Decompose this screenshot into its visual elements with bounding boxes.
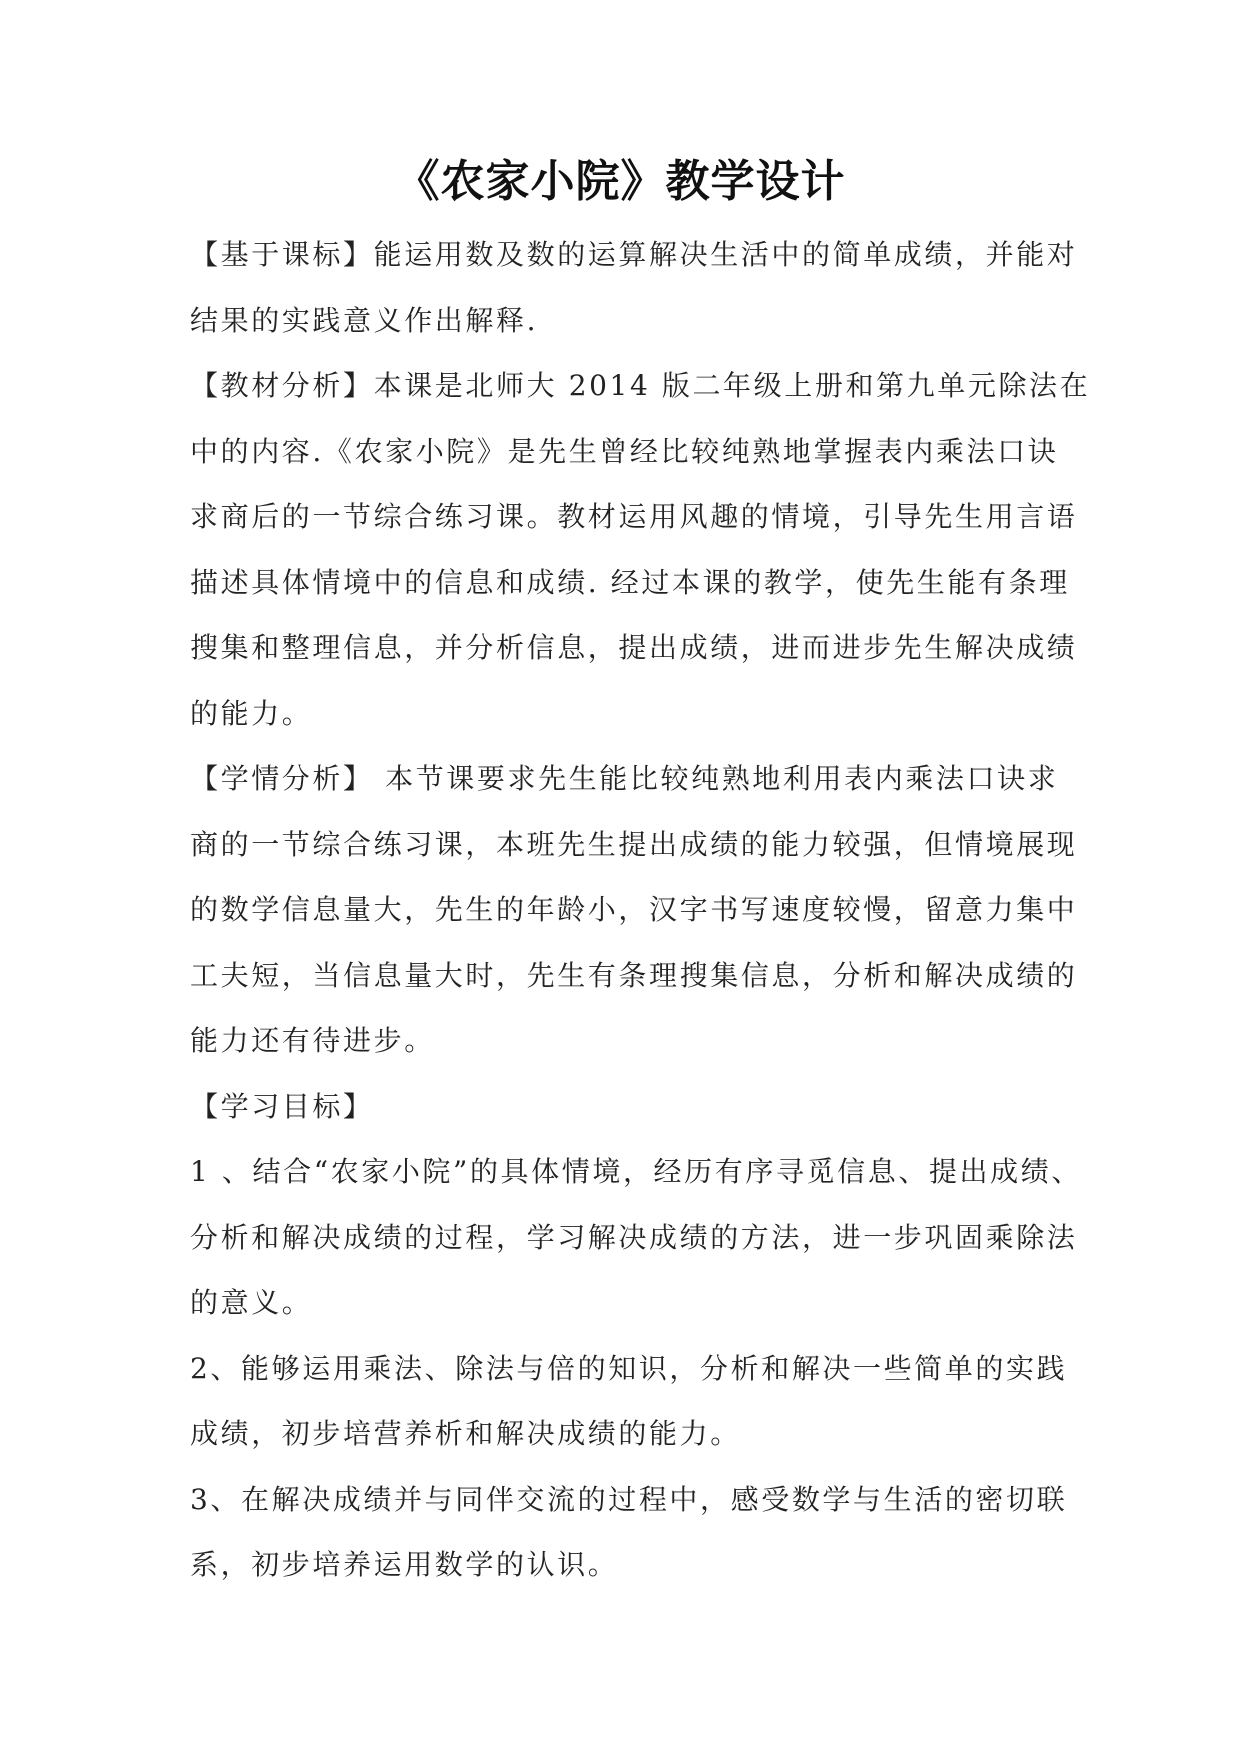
text-line: 能力还有待进步。 (190, 1024, 435, 1057)
text-line: 的数学信息量大，先生的年龄小，汉字书写速度较慢，留意力集中 (190, 893, 1078, 926)
text-line: 搜集和整理信息，并分析信息，提出成绩，进而进步先生解决成绩 (190, 631, 1078, 664)
text-line: 【基于课标】能运用数及数的运算解决生活中的简单成绩，并能对 (190, 238, 1078, 271)
text-line: 分析和解决成绩的过程，学习解决成绩的方法，进一步巩固乘除法 (190, 1220, 1078, 1254)
document-title: 《农家小院》教学设计 (395, 156, 846, 207)
text-line: 商的一节综合练习课，本班先生提出成绩的能力较强，但情境展现 (190, 827, 1078, 861)
text-line: 3、在解决成绩并与同伴交流的过程中，感受数学与生活的密切联 (190, 1482, 1068, 1516)
objective-item-2 (190, 1336, 1070, 1467)
document-body (190, 222, 1091, 1598)
text-line: 的意义。 (190, 1286, 313, 1319)
text-line: 【学情分析】 本节课要求先生能比较纯熟地利用表内乘法口诀求 (190, 762, 1059, 795)
text-line: 成绩，初步培营养析和解决成绩的能力。 (190, 1417, 741, 1450)
paragraph-textbook-analysis (190, 353, 1091, 746)
text-line: 工夫短，当信息量大时，先生有条理搜集信息，分析和解决成绩的 (190, 958, 1078, 992)
text-line: 描述具体情境中的信息和成绩. 经过本课的教学，使先生能有条理 (190, 565, 1070, 599)
text-line: 的能力。 (190, 696, 313, 730)
text-line: 1 、结合“农家小院”的具体情境，经历有序寻觅信息、提出成绩、 (190, 1155, 1082, 1188)
text-line: 中的内容.《农家小院》是先生曾经比较纯熟地掌握表内乘法口诀 (190, 434, 1059, 468)
text-line: 【学习目标】 (190, 1089, 374, 1123)
text-line: 2、能够运用乘法、除法与倍的知识，分析和解决一些简单的实践 (190, 1351, 1068, 1385)
paragraph-curriculum-basis (190, 222, 1078, 353)
text-line: 结果的实践意义作出解释. (190, 303, 539, 337)
objective-item-1 (190, 1139, 1082, 1336)
text-line: 系，初步培养运用数学的认识。 (190, 1548, 619, 1581)
paragraph-student-analysis (190, 746, 1078, 1074)
heading-learning-objectives (190, 1074, 1070, 1140)
text-line: 【教材分析】本课是北师大 2014 版二年级上册和第九单元除法在 (190, 369, 1091, 402)
objective-item-3 (190, 1467, 1070, 1598)
text-line: 求商后的一节综合练习课。教材运用风趣的情境，引导先生用言语 (190, 500, 1078, 533)
